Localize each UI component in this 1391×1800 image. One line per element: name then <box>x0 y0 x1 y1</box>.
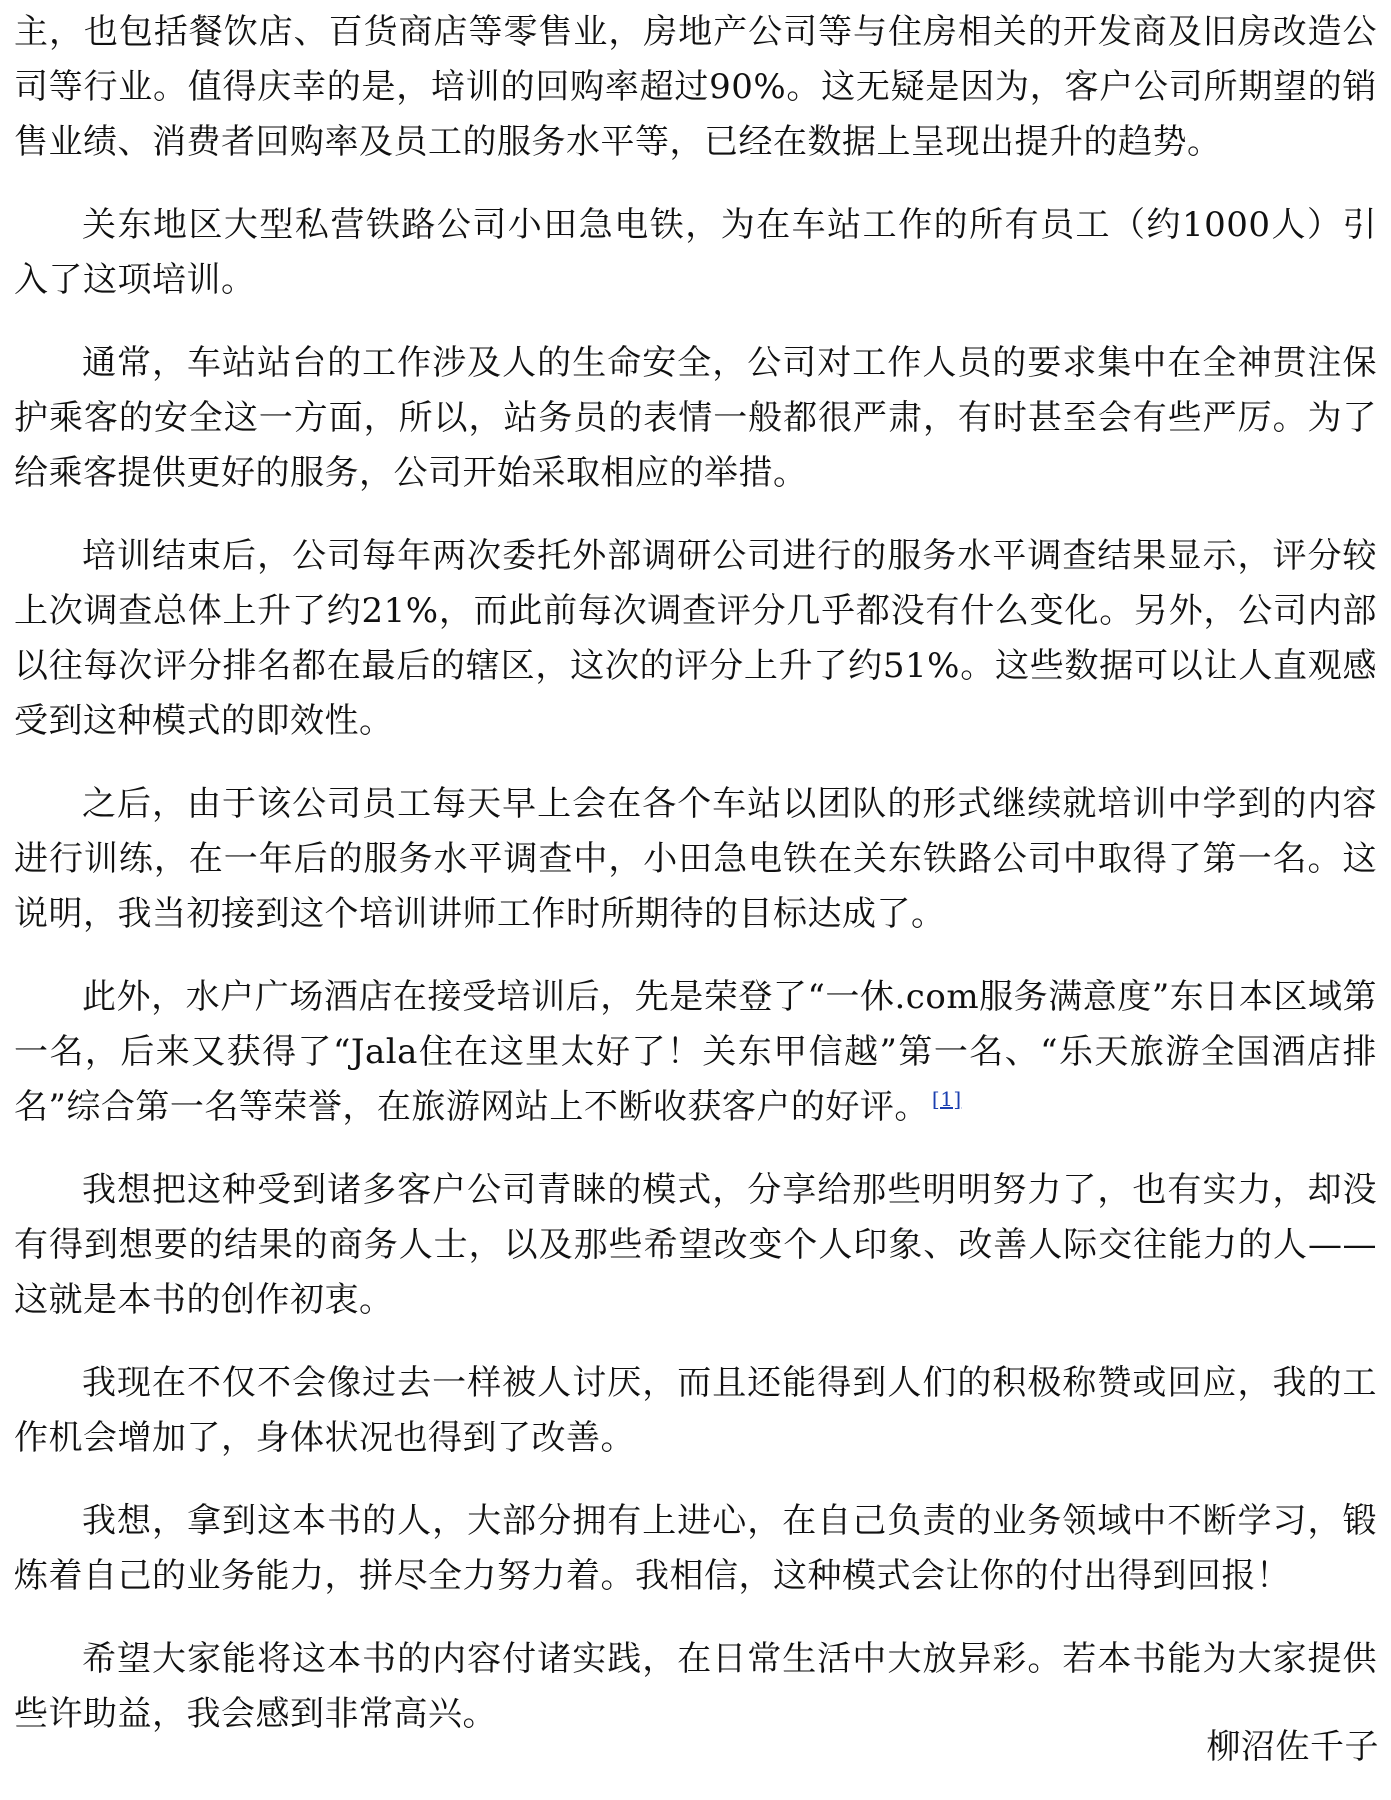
author-signature: 柳沼佐千子 <box>1206 1727 1379 1767</box>
paragraph-9: 我想，拿到这本书的人，大部分拥有上进心，在自己负责的业务领域中不断学习，锻炼着自己的业务能力，拼尽全力努力着。我相信，这种模式会让你的付出得到回报！ <box>14 1501 1377 1596</box>
paragraph-10: 希望大家能将这本书的内容付诸实践，在日常生活中大放异彩。若本书能为大家提供些许助益，我会感到非常高兴。 <box>14 1639 1377 1734</box>
paragraph-2: 关东地区大型私营铁路公司小田急电铁，为在车站工作的所有员工（约1000人）引入了这项培训。 <box>14 205 1377 300</box>
paragraph-3: 通常，车站站台的工作涉及人的生命安全，公司对工作人员的要求集中在全神贯注保护乘客的安全这一方面，所以，站务员的表情一般都很严肃，有时甚至会有些严厉。为了给乘客提供更好的服务，公司开始采取相应的举措。 <box>14 343 1377 493</box>
paragraph-7: 我想把这种受到诸多客户公司青睐的模式，分享给那些明明努力了，也有实力，却没有得到想要的结果的商务人士，以及那些希望改变个人印象、改善人际交往能力的人——这就是本书的创作初衷。 <box>14 1170 1377 1320</box>
paragraph-8: 我现在不仅不会像过去一样被人讨厌，而且还能得到人们的积极称赞或回应，我的工作机会增加了，身体状况也得到了改善。 <box>14 1363 1377 1458</box>
footnote-link[interactable]: [1] <box>931 1086 962 1111</box>
paragraph-6-text: 此外，水户广场酒店在接受培训后，先是荣登了“一休.com服务满意度”东日本区域第一名，后来又获得了“Jala住在这里太好了！关东甲信越”第一名、“乐天旅游全国酒店排名”综合第一名等荣誉，在旅游网站上不断收获客户的好评。 <box>14 977 1377 1127</box>
paragraph-5: 之后，由于该公司员工每天早上会在各个车站以团队的形式继续就培训中学到的内容进行训练，在一年后的服务水平调查中，小田急电铁在关东铁路公司中取得了第一名。这说明，我当初接到这个培训讲师工作时所期待的目标达成了。 <box>14 784 1377 934</box>
paragraph-1: 主，也包括餐饮店、百货商店等零售业，房地产公司等与住房相关的开发商及旧房改造公司等行业。值得庆幸的是，培训的回购率超过90%。这无疑是因为，客户公司所期望的销售业绩、消费者回购率及员工的服务水平等，已经在数据上呈现出提升的趋势。 <box>14 12 1377 162</box>
document-page <box>14 0 1377 1800</box>
paragraph-6 <box>14 970 1377 1135</box>
paragraph-4: 培训结束后，公司每年两次委托外部调研公司进行的服务水平调查结果显示，评分较上次调查总体上升了约21%，而此前每次调查评分几乎都没有什么变化。另外，公司内部以往每次评分排名都在最后的辖区，这次的评分上升了约51%。这些数据可以让人直观感受到这种模式的即效性。 <box>14 536 1377 741</box>
